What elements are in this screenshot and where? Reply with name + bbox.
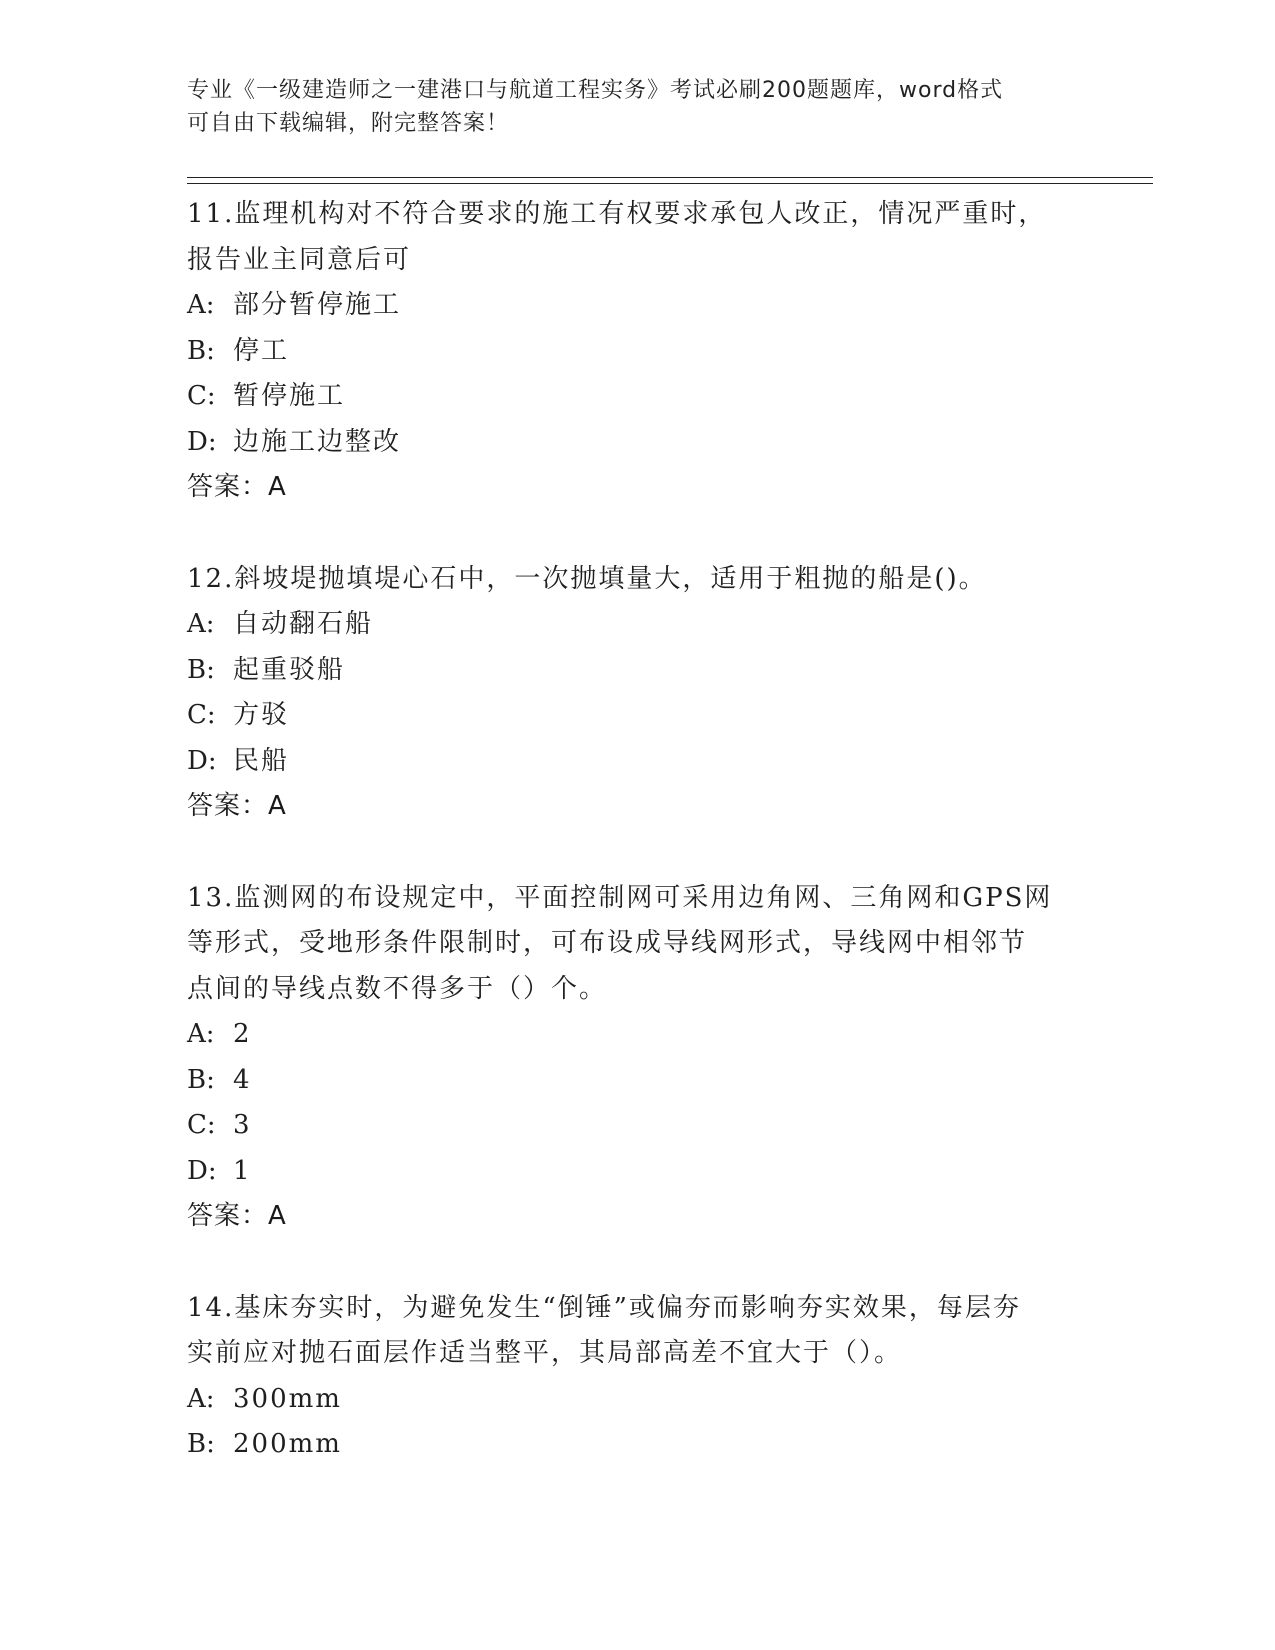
option-key: A:	[187, 609, 215, 639]
answer: 答案：A	[187, 472, 287, 502]
option-text: 边施工边整改	[233, 426, 402, 457]
option-c	[187, 693, 1087, 739]
option-a	[187, 1012, 1087, 1058]
answer: 答案：A	[187, 1201, 287, 1231]
answer: 答案：A	[187, 791, 287, 821]
question-stem-line: 11.监理机构对不符合要求的施工有权要求承包人改正，情况严重时，	[187, 199, 1047, 229]
option-text: 暂停施工	[233, 381, 346, 411]
option-b	[187, 1422, 1087, 1468]
option-d	[187, 1149, 1087, 1195]
option-text: 1	[233, 1155, 252, 1186]
header-line-2: 可自由下载编辑，附完整答案！	[187, 111, 510, 136]
option-text: 2	[233, 1019, 252, 1049]
option-text: 4	[233, 1064, 252, 1095]
option-c	[187, 374, 1087, 420]
header-divider-bottom	[187, 183, 1153, 184]
option-key: B:	[187, 654, 215, 685]
option-key: C:	[187, 1110, 216, 1140]
option-a	[187, 602, 1087, 648]
option-text: 部分暂停施工	[233, 290, 402, 320]
question-stem-line: 13.监测网的布设规定中，平面控制网可采用边角网、三角网和GPS网	[187, 882, 1053, 913]
option-key: A:	[187, 290, 215, 320]
option-a	[187, 283, 1087, 329]
option-b	[187, 648, 1087, 694]
option-b	[187, 1058, 1087, 1104]
option-c	[187, 1103, 1087, 1149]
question-stem-line: 12.斜坡堤抛填堤心石中，一次抛填量大，适用于粗抛的船是()。	[187, 563, 987, 594]
question-13	[187, 876, 1087, 1240]
option-text: 自动翻石船	[233, 609, 374, 639]
option-key: C:	[187, 700, 216, 730]
header-divider-top	[187, 177, 1153, 178]
document-header	[187, 74, 1067, 140]
option-key: B:	[187, 1064, 215, 1095]
question-stem-line: 14.基床夯实时，为避免发生“倒锤”或偏夯而影响夯实效果，每层夯	[187, 1292, 1021, 1323]
option-text: 民船	[233, 745, 290, 776]
option-text: 300mm	[233, 1383, 342, 1414]
option-key: C:	[187, 381, 216, 411]
option-b	[187, 329, 1087, 375]
question-14	[187, 1286, 1087, 1468]
question-stem-line: 报告业主同意后可	[187, 244, 412, 275]
option-key: A:	[187, 1383, 215, 1414]
option-a	[187, 1377, 1087, 1423]
option-text: 起重驳船	[233, 654, 346, 685]
question-stem-line: 等形式，受地形条件限制时，可布设成导线网形式，导线网中相邻节	[187, 928, 1028, 958]
option-d	[187, 739, 1087, 785]
question-12	[187, 557, 1087, 830]
question-list	[187, 192, 1087, 1468]
option-key: D:	[187, 745, 217, 776]
option-text: 200mm	[233, 1429, 342, 1459]
option-key: D:	[187, 426, 217, 457]
question-stem-line: 实前应对抛石面层作适当整平，其局部高差不宜大于（）。	[187, 1338, 903, 1368]
option-text: 停工	[233, 335, 290, 366]
header-line-1: 专业《一级建造师之一建港口与航道工程实务》考试必刷200题题库，word格式	[187, 78, 1004, 103]
option-text: 方驳	[233, 700, 290, 730]
question-11	[187, 192, 1087, 511]
option-text: 3	[233, 1110, 252, 1140]
option-key: B:	[187, 335, 215, 366]
option-key: A:	[187, 1019, 215, 1049]
option-key: D:	[187, 1155, 217, 1186]
option-d	[187, 420, 1087, 466]
option-key: B:	[187, 1429, 215, 1459]
question-stem-line: 点间的导线点数不得多于（）个。	[187, 973, 608, 1004]
